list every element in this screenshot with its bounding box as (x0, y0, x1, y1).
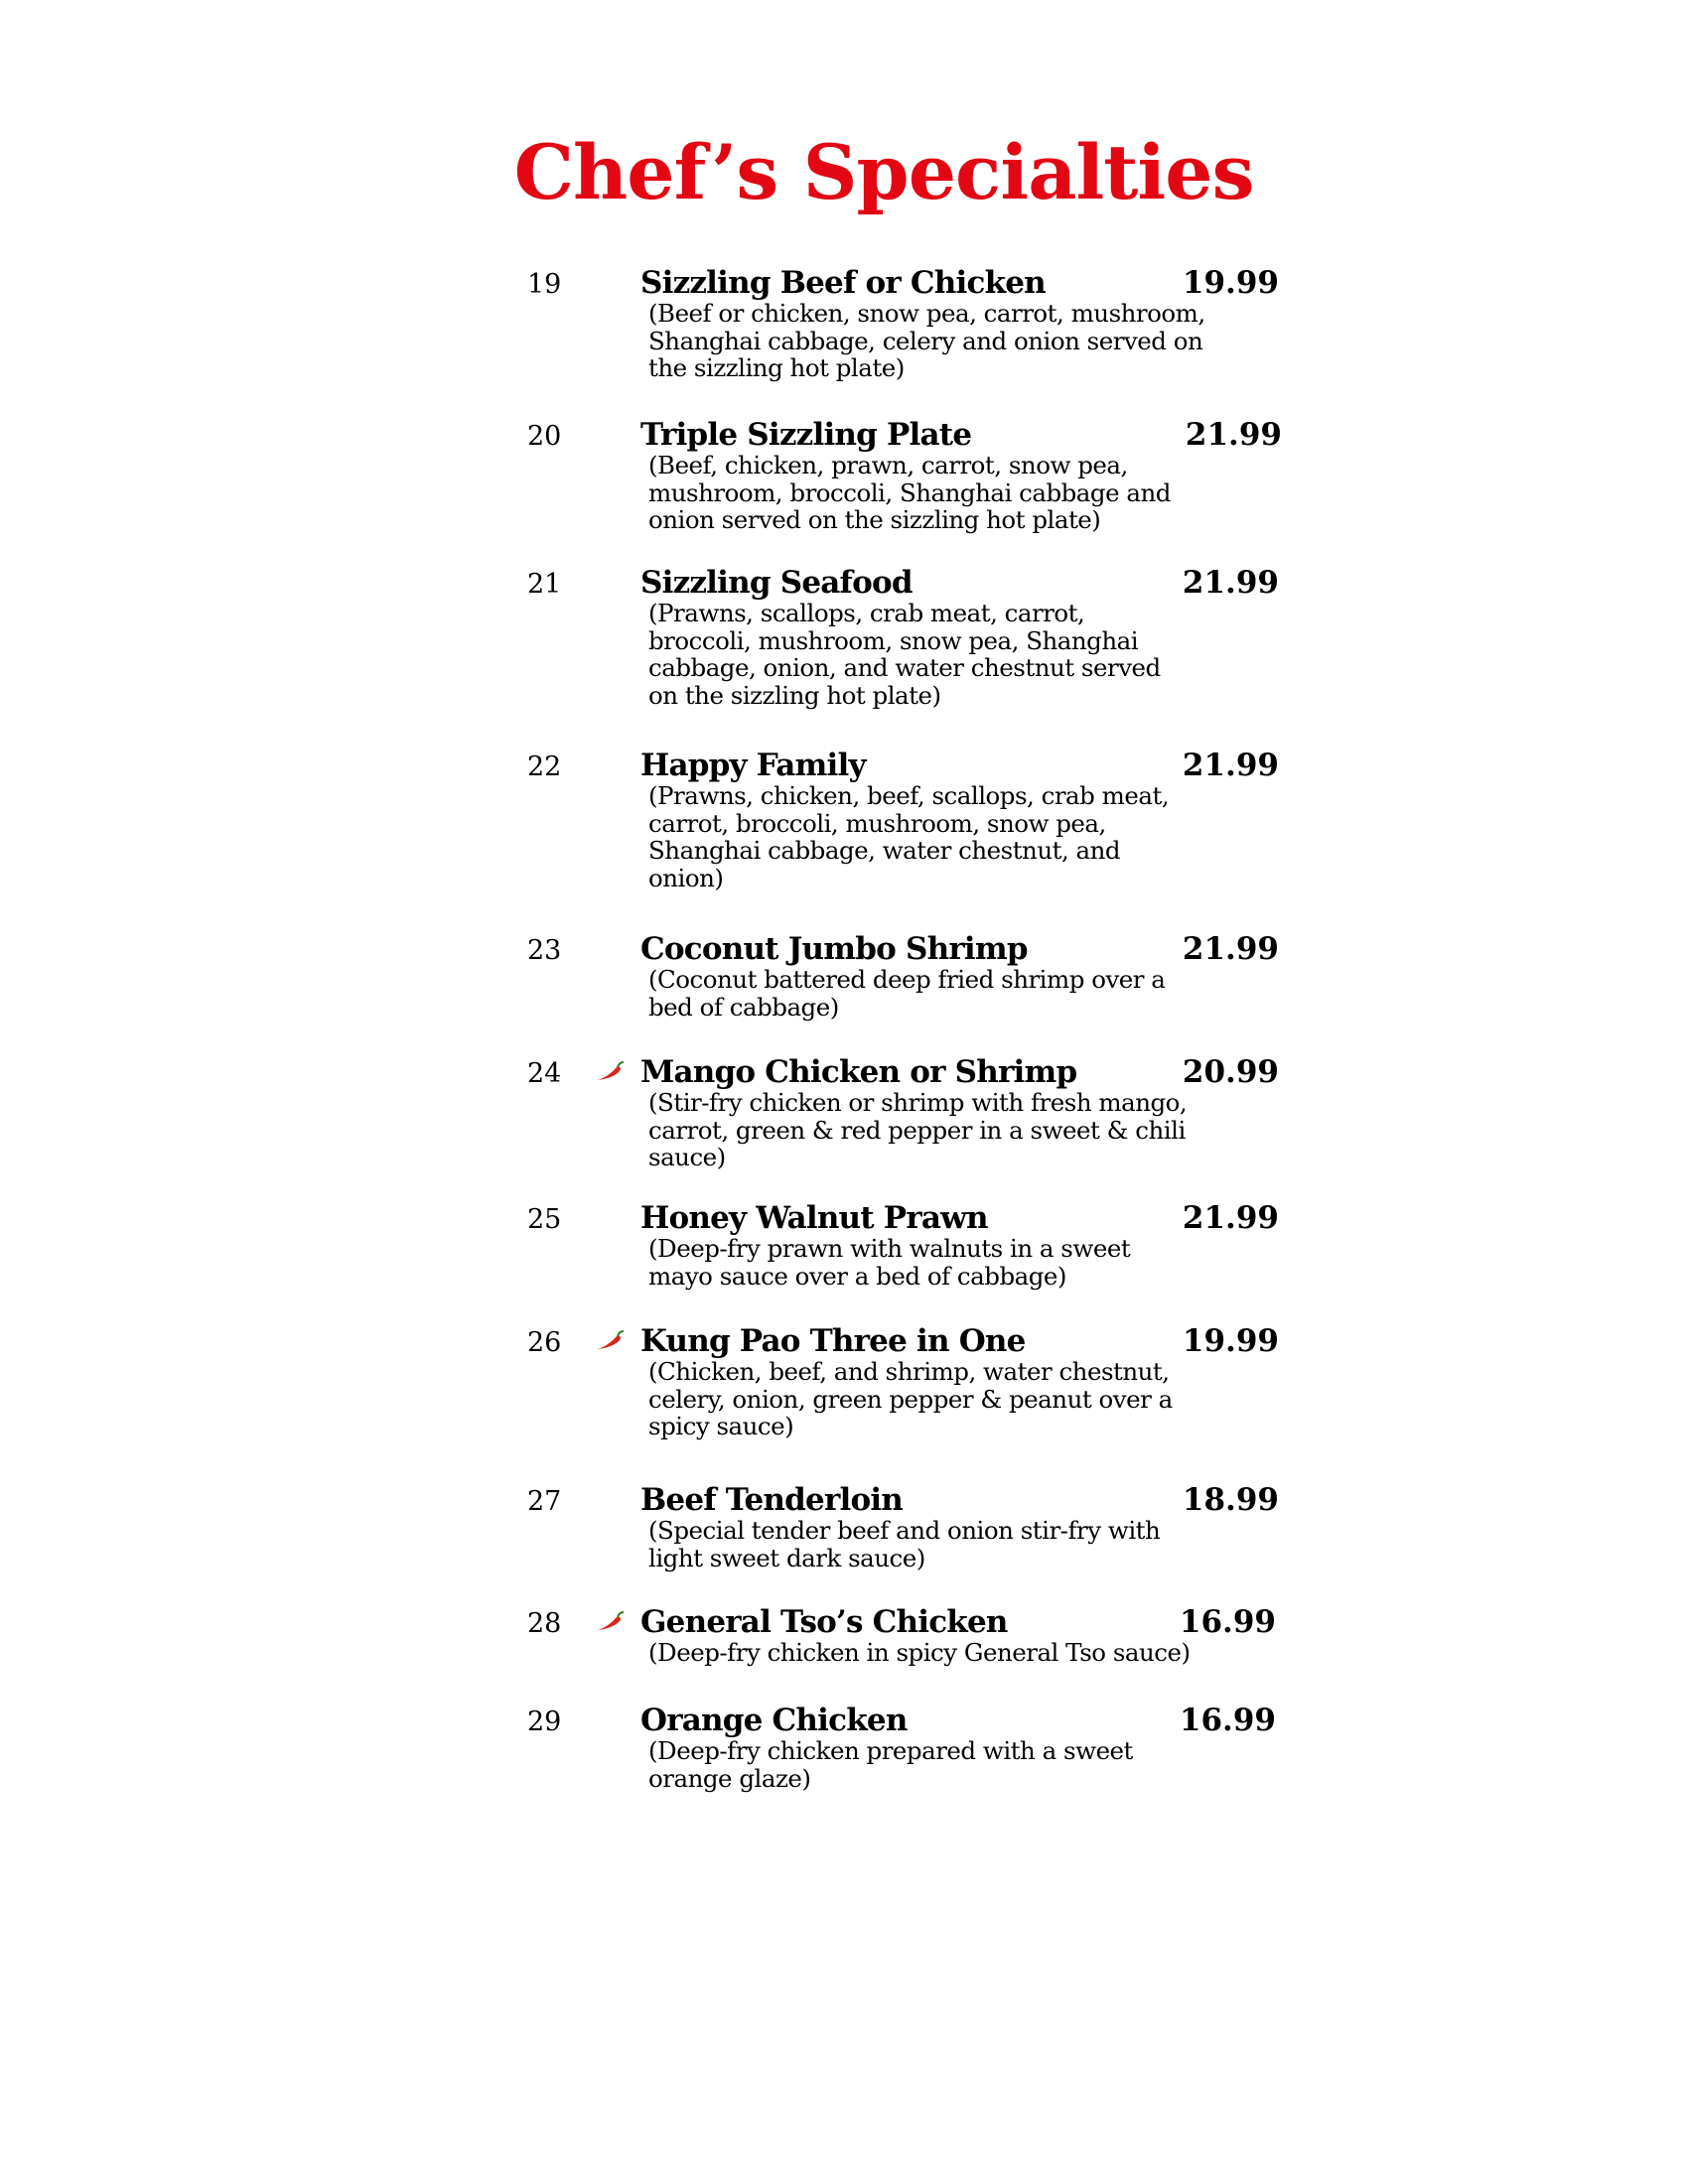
menu-item (0, 745, 1688, 903)
item-description (648, 966, 1204, 1021)
item-name: Happy Family (640, 748, 866, 783)
description-line: (Prawns, chicken, beef, scallops, crab meat, (648, 781, 1170, 810)
item-description (648, 1517, 1204, 1571)
description-line: celery, onion, green pepper & peanut over a (648, 1384, 1173, 1414)
item-name: Mango Chicken or Shrimp (640, 1054, 1077, 1090)
description-line: (Coconut battered deep fried shrimp over a (648, 965, 1166, 994)
description-line: bed of cabbage) (648, 992, 839, 1022)
chili-pepper-icon (595, 1329, 625, 1351)
description-line: onion served on the sizzling hot plate) (648, 505, 1101, 534)
menu-item (0, 562, 1688, 721)
description-line: sauce) (648, 1143, 726, 1171)
item-price: 21.99 (1182, 565, 1279, 601)
item-price: 16.99 (1179, 1703, 1276, 1738)
description-line: (Beef, chicken, prawn, carrot, snow pea, (648, 451, 1128, 479)
item-price: 18.99 (1182, 1482, 1279, 1518)
item-name: General Tso’s Chicken (640, 1604, 1008, 1640)
item-name: Honey Walnut Prawn (640, 1200, 988, 1236)
item-number: 19 (527, 269, 562, 300)
item-description (648, 1358, 1204, 1440)
item-number: 26 (527, 1327, 562, 1358)
item-number: 23 (527, 935, 562, 966)
description-line: mushroom, broccoli, Shanghai cabbage and (648, 478, 1171, 507)
description-line: mayo sauce over a bed of cabbage) (648, 1261, 1066, 1291)
item-name: Orange Chicken (640, 1703, 908, 1738)
item-number: 24 (527, 1058, 562, 1089)
description-line: the sizzling hot plate) (648, 353, 905, 382)
item-price: 21.99 (1182, 931, 1279, 967)
item-number: 21 (527, 569, 562, 600)
item-name: Kung Pao Three in One (640, 1323, 1026, 1359)
item-description (648, 1235, 1204, 1290)
menu-item (0, 1700, 1688, 1858)
item-name: Coconut Jumbo Shrimp (640, 931, 1028, 967)
item-price: 19.99 (1182, 1323, 1279, 1359)
item-price: 21.99 (1182, 1200, 1279, 1236)
item-name: Sizzling Seafood (640, 565, 913, 601)
description-line: on the sizzling hot plate) (648, 680, 941, 710)
item-number: 20 (527, 421, 562, 452)
item-description (648, 452, 1204, 534)
item-price: 19.99 (1182, 265, 1279, 301)
description-line: (Beef or chicken, snow pea, carrot, mushroom, (648, 299, 1205, 328)
description-line: Shanghai cabbage, water chestnut, and (648, 836, 1121, 865)
description-line: broccoli, mushroom, snow pea, Shanghai (648, 625, 1139, 655)
description-line: (Deep-fry chicken prepared with a sweet (648, 1736, 1133, 1765)
item-number: 29 (527, 1706, 562, 1737)
description-line: onion) (648, 863, 724, 892)
description-line: orange glaze) (648, 1763, 811, 1793)
item-description (648, 300, 1204, 382)
item-number: 25 (527, 1204, 562, 1235)
menu-item (0, 414, 1688, 573)
page-title: Chef’s Specialties (513, 128, 1254, 216)
item-number: 28 (527, 1608, 562, 1639)
description-line: (Deep-fry prawn with walnuts in a sweet (648, 1234, 1131, 1263)
menu-item (0, 1051, 1688, 1210)
chili-pepper-icon (595, 1610, 625, 1632)
item-price: 16.99 (1179, 1604, 1276, 1640)
description-line: Shanghai cabbage, celery and onion served on (648, 326, 1203, 355)
description-line: carrot, green & red pepper in a sweet & chili (648, 1115, 1186, 1145)
menu-item (0, 1320, 1688, 1479)
item-description (648, 1639, 1204, 1667)
item-description (648, 1737, 1204, 1792)
menu-item (0, 262, 1688, 421)
description-line: (Deep-fry chicken in spicy General Tso sauce) (648, 1638, 1191, 1667)
item-price: 21.99 (1185, 417, 1282, 453)
item-number: 22 (527, 751, 562, 782)
description-line: light sweet dark sauce) (648, 1543, 925, 1572)
item-description (648, 600, 1204, 709)
chili-pepper-icon (595, 1060, 625, 1082)
item-price: 20.99 (1182, 1054, 1279, 1090)
description-line: cabbage, onion, and water chestnut served (648, 653, 1161, 682)
item-name: Beef Tenderloin (640, 1482, 904, 1518)
item-description (648, 782, 1204, 891)
description-line: (Stir-fry chicken or shrimp with fresh mango, (648, 1088, 1188, 1117)
item-price: 21.99 (1182, 748, 1279, 783)
item-name: Sizzling Beef or Chicken (640, 265, 1046, 301)
description-line: (Chicken, beef, and shrimp, water chestnut, (648, 1357, 1170, 1386)
item-number: 27 (527, 1486, 562, 1517)
description-line: carrot, broccoli, mushroom, snow pea, (648, 808, 1106, 838)
item-description (648, 1089, 1204, 1171)
description-line: (Prawns, scallops, crab meat, carrot, (648, 599, 1085, 627)
description-line: spicy sauce) (648, 1412, 794, 1440)
description-line: (Special tender beef and onion stir-fry with (648, 1516, 1161, 1545)
item-name: Triple Sizzling Plate (640, 417, 972, 453)
